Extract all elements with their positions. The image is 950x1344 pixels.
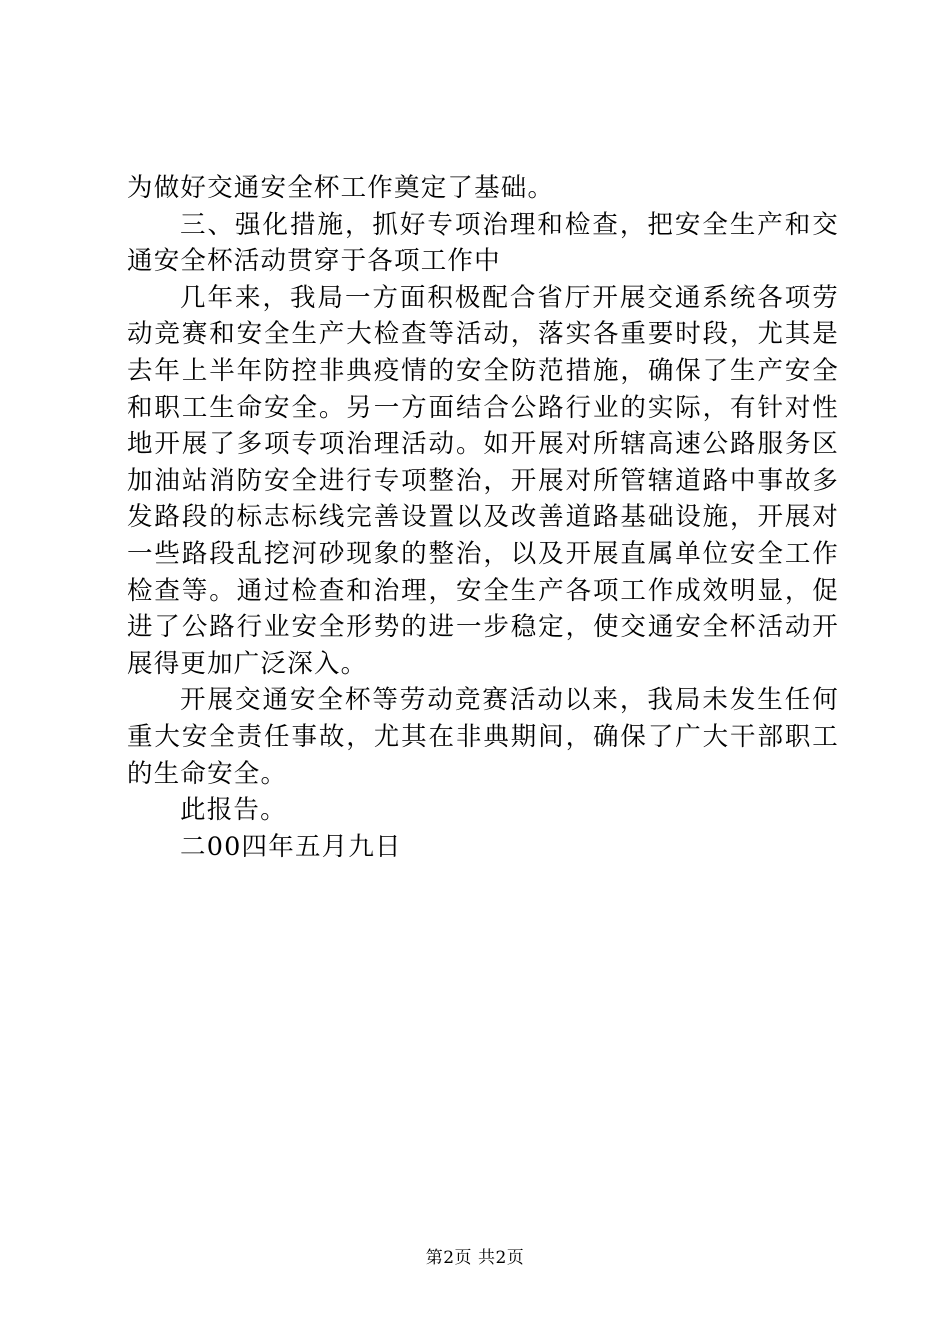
paragraph-main: 几年来，我局一方面积极配合省厅开展交通系统各项劳动竞赛和安全生产大检查等活动，落实各重要时段，尤其是去年上半年防控非典疫情的安全防范措施，确保了生产安全和职工生命安全。另一方面结合公路行业的实际，有针对性地开展了多项专项治理活动。如开展对所辖高速公路服务区加油站消防安全进行专项整治，开展对所管辖道路中事故多发路段的标志标线完善设置以及改善道路基础设施，开展对一些路段乱挖河砂现象的整治，以及开展直属单位安全工作检查等。通过检查和治理，安全生产各项工作成效明显，促进了公路行业安全形势的进一步稳定，使交通安全杯活动开展得更加广泛深入。	[127, 282, 839, 679]
page-footer: 第2页 共2页	[425, 1248, 525, 1268]
document-body	[127, 170, 839, 865]
closing-remark: 此报告。	[180, 795, 287, 826]
paragraph-summary: 开展交通安全杯等劳动竞赛活动以来，我局未发生任何重大安全责任事故，尤其在非典期间，确保了广大干部职工的生命安全。	[127, 685, 839, 789]
paragraph-continuation: 为做好交通安全杯工作奠定了基础。	[127, 173, 555, 203]
section-heading: 三、强化措施，抓好专项治理和检查，把安全生产和交通安全杯活动贯穿于各项工作中	[127, 209, 839, 277]
document-date: 二00四年五月九日	[180, 831, 402, 862]
